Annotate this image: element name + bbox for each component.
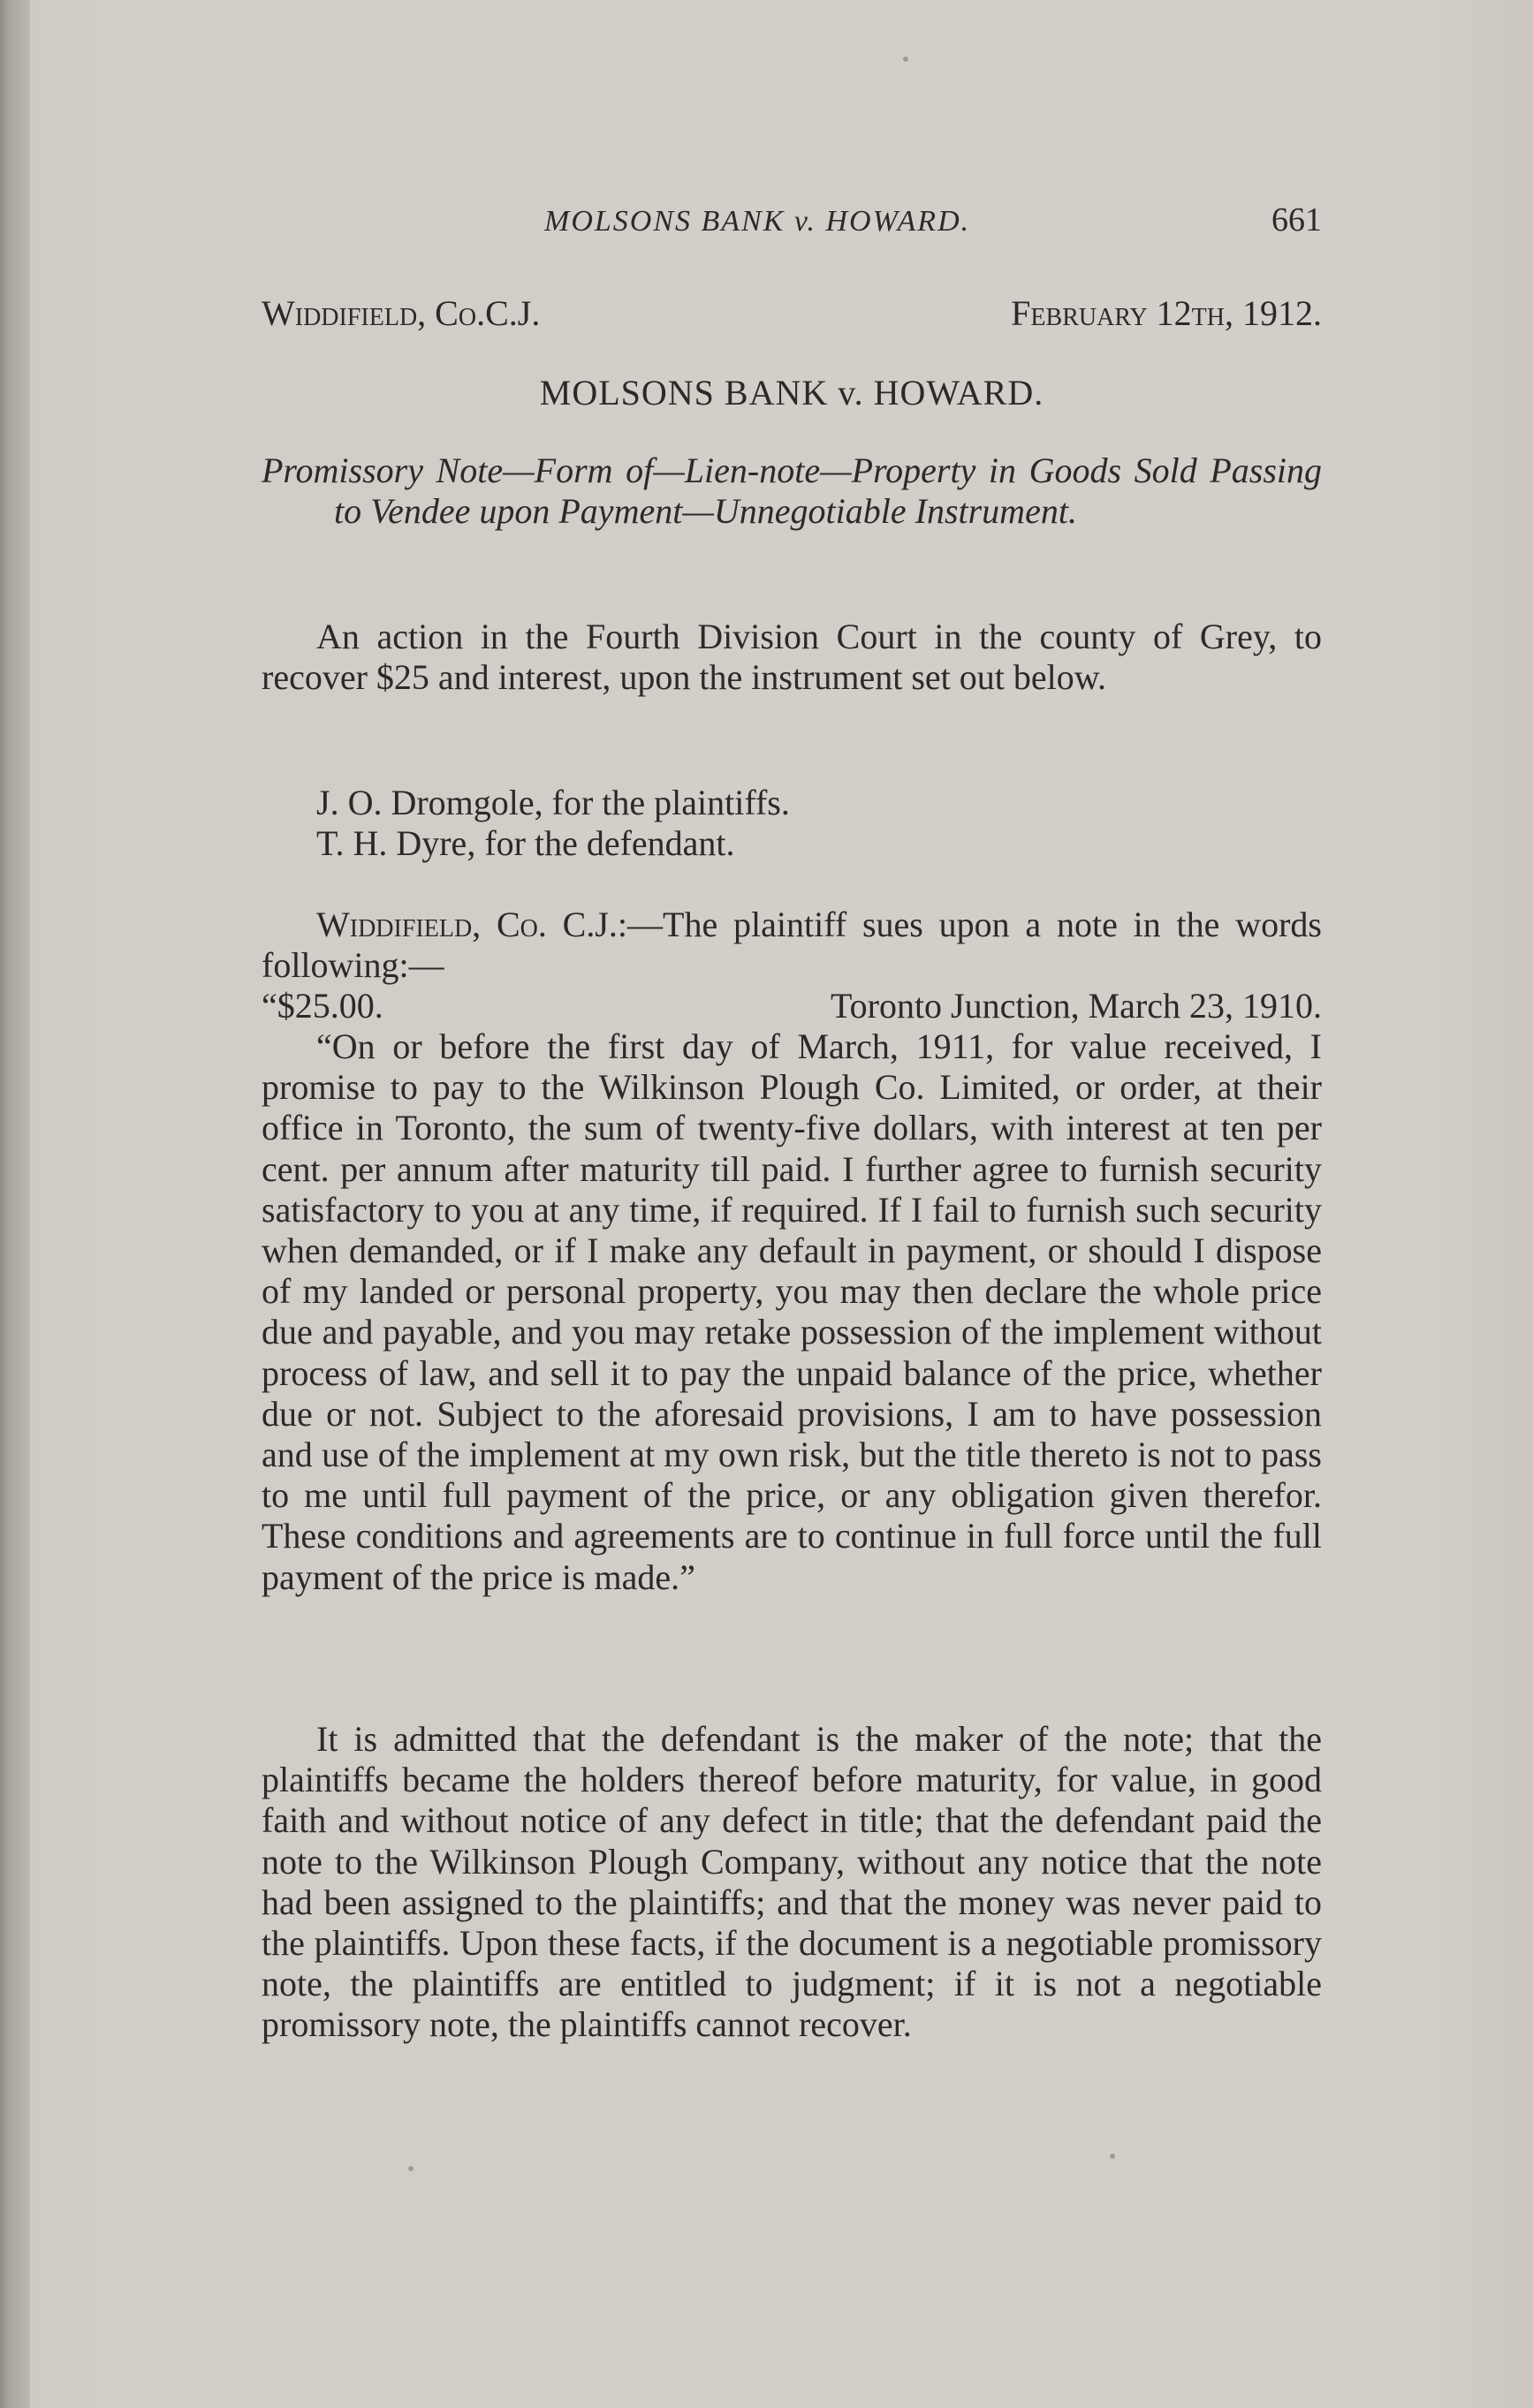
note-amount: “$25.00. (262, 986, 383, 1026)
paper-speck (1110, 2154, 1115, 2159)
note-heading (262, 986, 1322, 1026)
running-title: MOLSONS BANK v. HOWARD. (544, 205, 971, 238)
page-number: 661 (1271, 201, 1322, 239)
judgment-date: February 12th, 1912. (1011, 293, 1322, 333)
page-text (262, 201, 1322, 2085)
headnote: Promissory Note—Form of—Lien-note—Property in Goods Sold Passing to Vendee upon Payment—Unnegotiable Instrument. (262, 451, 1322, 532)
judge-name: Widdifield, Co.C.J. (262, 293, 541, 333)
judgment-judge-label: Widdifield, Co. C.J. (316, 905, 618, 944)
judgment-opening (262, 905, 1322, 986)
action-description: An action in the Fourth Division Court in the county of Grey, to recover $25 and interest, upon the instrument set out below. (262, 617, 1322, 698)
case-title: MOLSONS BANK v. HOWARD. (539, 373, 1044, 413)
judgment-opening-text: :—The plaintiff sues upon a note in the words following:— (262, 905, 1322, 986)
counsel-defendant: T. H. Dyre, for the defendant. (316, 823, 735, 863)
judge-line (262, 293, 1322, 334)
page-gutter (0, 0, 30, 2408)
running-head (262, 201, 1322, 251)
counsel-list (262, 783, 1322, 864)
paper-speck (903, 57, 908, 62)
note-body: “On or before the first day of March, 1911, for value received, I promise to pay to the Wilkinson Plough Co. Limited, or order, at their office in Toronto, the sum of twenty-five dollars, with interest at ten per cent. per annum after maturity till paid. I further agree to furnish security satisfactory to you at any time, if required. If I fail to furnish such security when demanded, or if I make any default in payment, or should I dispose of my landed or personal property, you may then declare the whole price due and payable, and you may retake possession of the implement without process of law, and sell it to pay the unpaid balance of the price, whether due or not. Subject to the aforesaid provisions, I am to have possession and use of the implement at my own risk, but the title thereto is not to pass to me until full payment of the price, or any obligation given therefor. These conditions and agreements are to continue in full force until the full payment of the price is made.” (262, 1026, 1322, 1597)
admitted-facts: It is admitted that the defendant is the maker of the note; that the plaintiffs became the holders thereof before maturity, for value, in good faith and without notice of any defect in title; that the defendant paid the note to the Wilkinson Plough Company, without any notice that the note had been assigned to the plaintiffs; and that the money was never paid to the plaintiffs. Upon these facts, if the document is a negotiable promissory note, the plaintiffs are entitled to judgment; if it is not a negotiable promissory note, the plaintiffs cannot recover. (262, 1719, 1322, 2045)
note-place-date: Toronto Junction, March 23, 1910. (830, 986, 1322, 1026)
counsel-plaintiffs: J. O. Dromgole, for the plaintiffs. (316, 783, 790, 822)
paper-speck (408, 2166, 414, 2171)
